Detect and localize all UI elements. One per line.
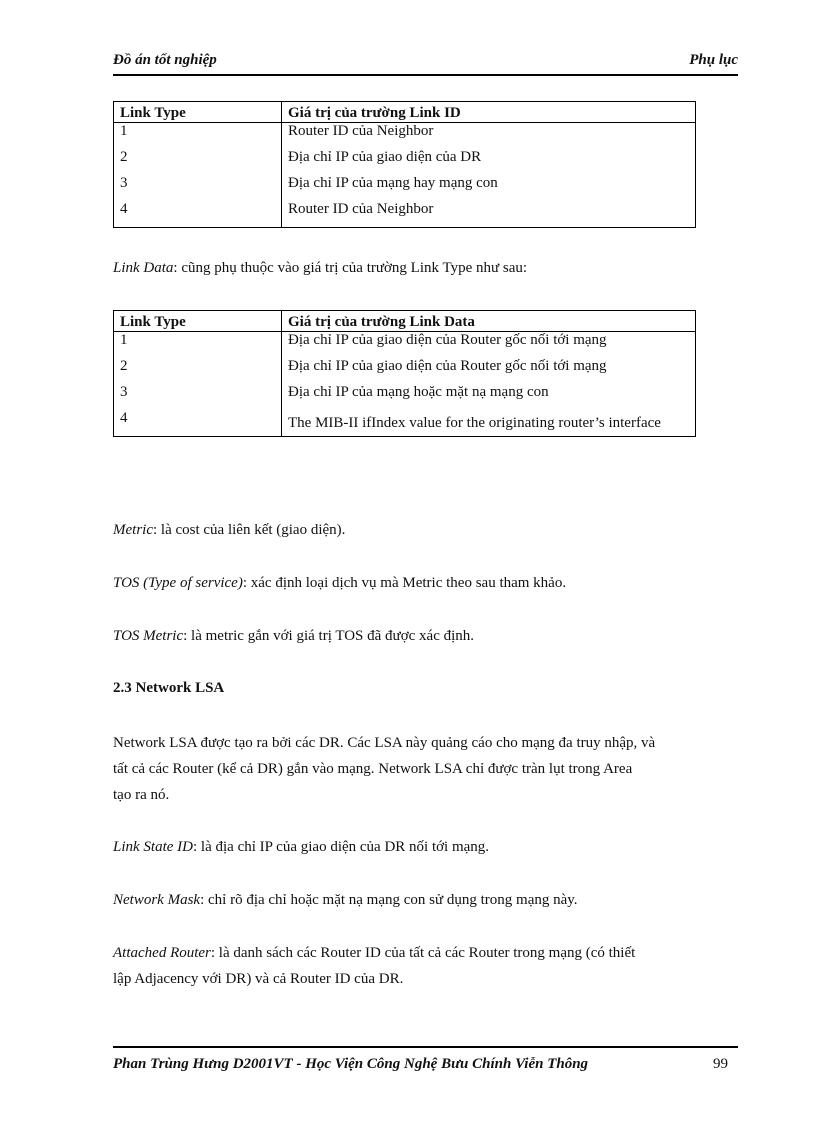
tos-metric-paragraph [113, 623, 741, 649]
paragraph-line: lập Adjacency với DR) và cả Router ID của DR. [113, 971, 404, 987]
paragraph-line: Network LSA được tạo ra bởi các DR. Các LSA này quảng cáo cho mạng đa truy nhập, và [113, 735, 656, 751]
table-cell: 1 [114, 332, 282, 359]
tos-paragraph [113, 570, 741, 596]
paragraph-text: : là metric gắn với giá trị TOS đã được xác định. [183, 628, 475, 644]
table-row [114, 384, 696, 410]
header-title: Đồ án tốt nghiệp [113, 52, 217, 68]
term: Metric [113, 522, 153, 538]
table-header-cell: Link Type [114, 102, 282, 123]
paragraph-text: : chỉ rõ địa chỉ hoặc mặt nạ mạng con sử dụng trong mạng này. [200, 892, 578, 908]
table-cell: Địa chỉ IP của giao diện của DR [282, 149, 696, 175]
table-cell: 2 [114, 149, 282, 175]
term: Attached Router [113, 945, 211, 961]
table-row [114, 358, 696, 384]
table-row [114, 149, 696, 175]
table-row [114, 123, 696, 150]
table-cell: The MIB-II ifIndex value for the originating router’s interface [282, 410, 696, 437]
paragraph-text: : là địa chỉ IP của giao diện của DR nối tới mạng. [193, 839, 490, 855]
table-header-cell: Link Type [114, 311, 282, 332]
table-cell: 2 [114, 358, 282, 384]
term: TOS Metric [113, 628, 184, 644]
paragraph-text: : xác định loại dịch vụ mà Metric theo sau tham khảo. [242, 575, 567, 591]
metric-paragraph [113, 517, 741, 543]
table-cell: 1 [114, 123, 282, 150]
table-header-cell: Giá trị của trường Link ID [282, 102, 696, 123]
term: Link State ID [113, 839, 193, 855]
link-data-table [113, 310, 696, 437]
section-heading: 2.3 Network LSA [113, 680, 225, 696]
table-row [114, 201, 696, 228]
table-cell: 3 [114, 384, 282, 410]
table-header-cell: Giá trị của trường Link Data [282, 311, 696, 332]
network-mask-paragraph [113, 887, 741, 913]
paragraph-line [113, 940, 741, 966]
attached-router-paragraph [113, 940, 741, 992]
term: Link Data [113, 260, 174, 276]
link-data-paragraph [113, 255, 741, 281]
paragraph-line: tạo ra nó. [113, 787, 170, 803]
footer-author: Phan Trùng Hưng D2001VT - Học Viện Công Nghệ Bưu Chính Viễn Thông [113, 1056, 589, 1072]
paragraph-text: : là danh sách các Router ID của tất cả các Router trong mạng (có thiết [210, 945, 636, 961]
term: TOS (Type of service) [113, 575, 243, 591]
table-cell: 4 [114, 201, 282, 228]
table-cell: Router ID của Neighbor [282, 201, 696, 228]
table-row [114, 332, 696, 359]
page-footer [113, 1046, 738, 1074]
table-header-row [114, 311, 696, 332]
paragraph-line: tất cả các Router (kể cả DR) gắn vào mạng. Network LSA chỉ được tràn lụt trong Area [113, 761, 633, 777]
link-id-table [113, 101, 696, 228]
page-number: 99 [713, 1056, 728, 1072]
header-section: Phụ lục [689, 52, 738, 68]
table-row [114, 410, 696, 437]
table-cell: Router ID của Neighbor [282, 123, 696, 150]
table-cell: Địa chỉ IP của mạng hay mạng con [282, 175, 696, 201]
paragraph-text: : là cost của liên kết (giao diện). [152, 522, 346, 538]
term: Network Mask [113, 892, 201, 908]
table-cell: 3 [114, 175, 282, 201]
table-row [114, 175, 696, 201]
table-header-row [114, 102, 696, 123]
network-lsa-paragraph [113, 730, 741, 808]
page-header [113, 52, 738, 76]
table-cell: Địa chỉ IP của giao diện của Router gốc nối tới mạng [282, 332, 696, 359]
link-state-id-paragraph [113, 834, 741, 860]
table-cell: Địa chỉ IP của giao diện của Router gốc nối tới mạng [282, 358, 696, 384]
table-cell: 4 [114, 410, 282, 437]
paragraph-text: : cũng phụ thuộc vào giá trị của trường Link Type như sau: [173, 260, 528, 276]
table-cell: Địa chỉ IP của mạng hoặc mặt nạ mạng con [282, 384, 696, 410]
